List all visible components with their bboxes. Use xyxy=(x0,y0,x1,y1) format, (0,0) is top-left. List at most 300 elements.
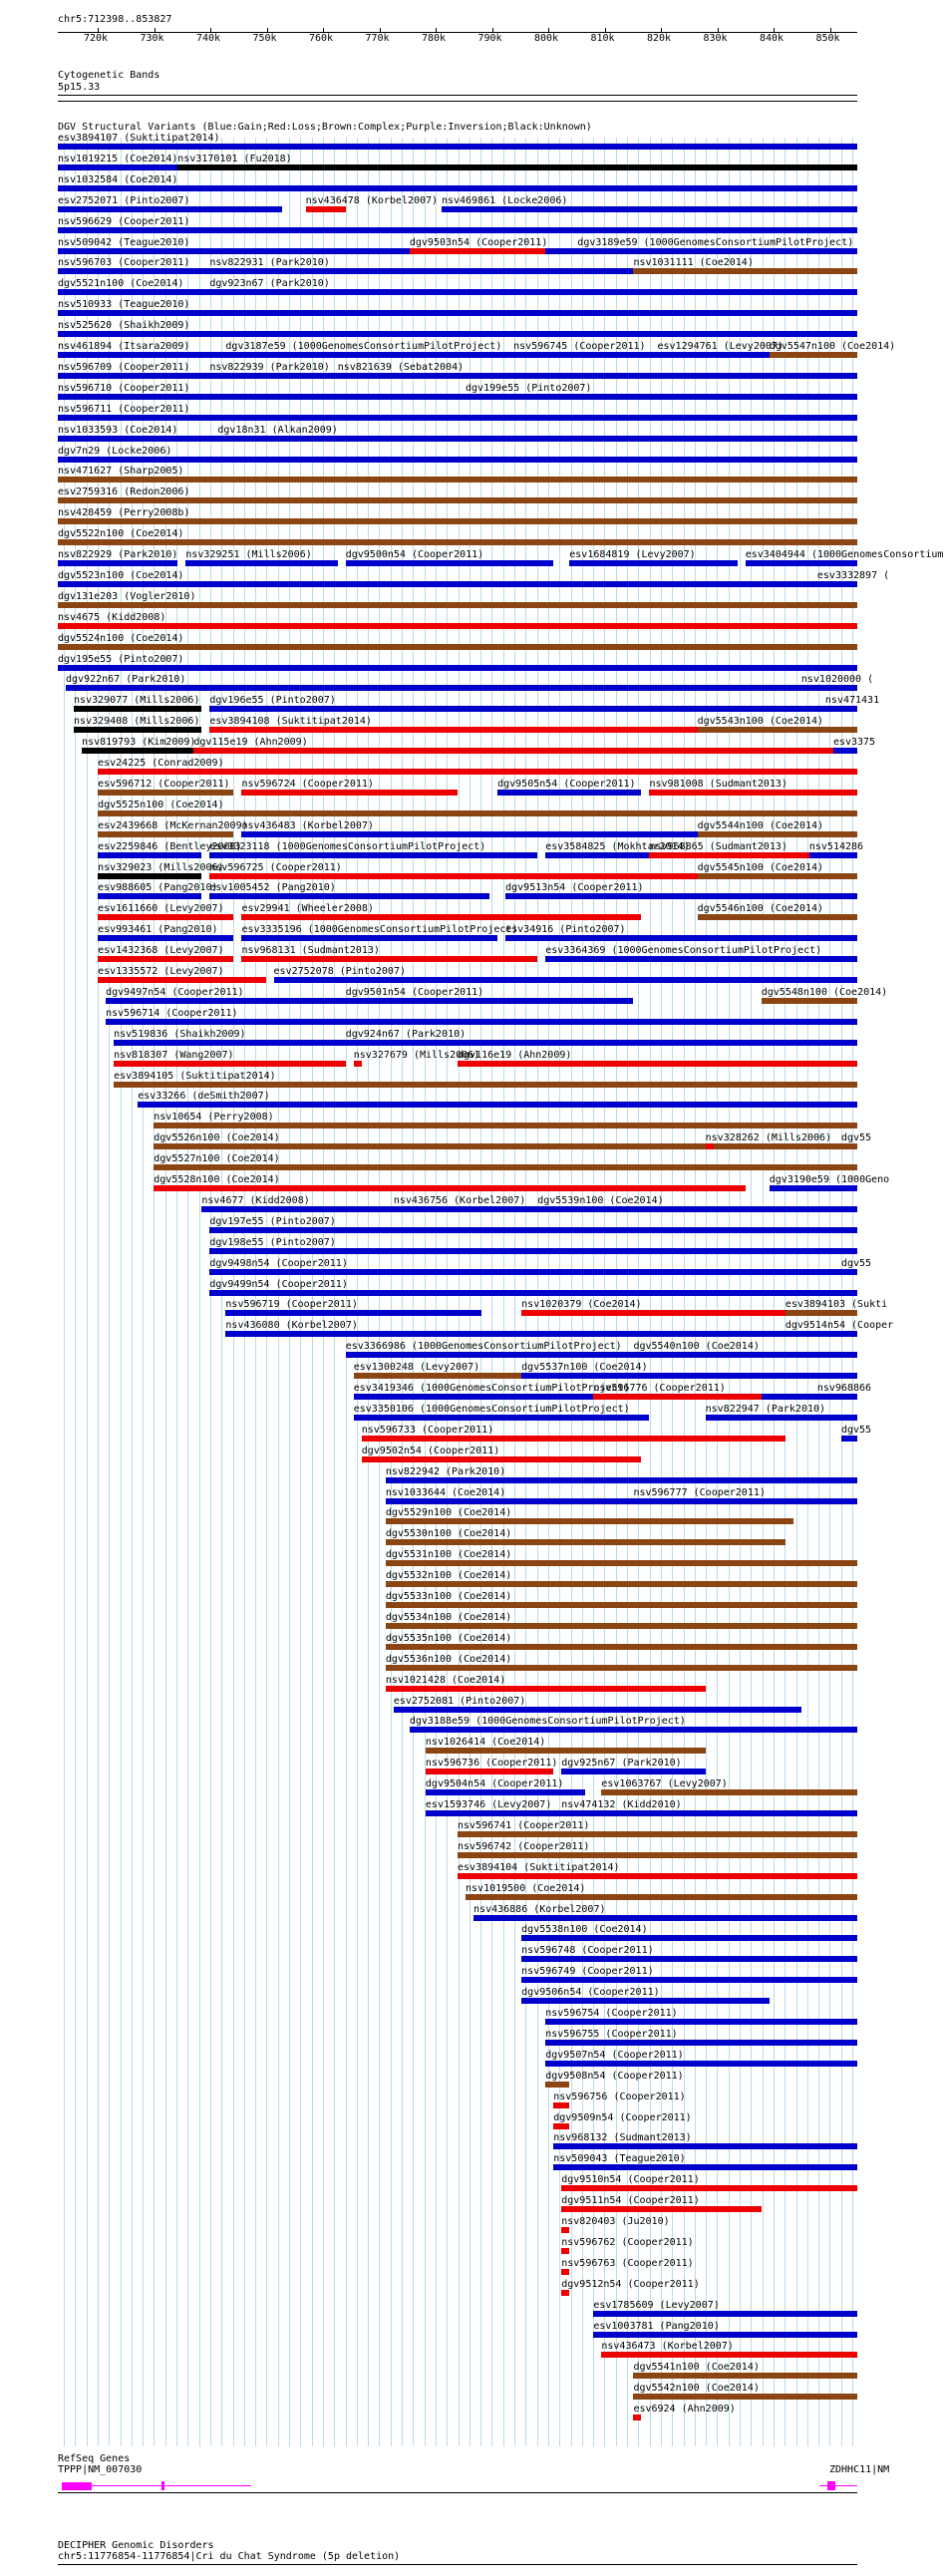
variant-bar-complex[interactable] xyxy=(58,497,857,503)
variant-label[interactable]: esv1593746 (Levy2007) xyxy=(425,1799,552,1810)
variant-label[interactable]: nsv510933 (Teague2010) xyxy=(58,299,190,311)
variant-bar-loss[interactable] xyxy=(561,2290,569,2296)
variant-label[interactable]: esv3894107 (Suktitipat2014) xyxy=(58,133,220,144)
variant-label[interactable]: dgv9509n54 (Cooper2011) xyxy=(553,2111,692,2123)
variant-bar-complex[interactable] xyxy=(386,1623,857,1629)
variant-label[interactable]: dgv9514n54 (Cooper xyxy=(785,1320,894,1332)
variant-label[interactable]: esv3419346 (1000GenomesConsortiumPilotProject) xyxy=(353,1383,630,1394)
variant-bar-complex[interactable] xyxy=(426,1748,706,1754)
variant-bar-loss[interactable] xyxy=(386,1686,706,1692)
variant-bar-gain[interactable] xyxy=(746,560,857,566)
variant-label[interactable]: esv3894103 (Sukti xyxy=(785,1299,888,1311)
variant-label[interactable]: dgv925n67 (Park2010) xyxy=(561,1758,682,1770)
variant-label[interactable]: dgv5526n100 (Coe2014) xyxy=(154,1132,280,1144)
variant-label[interactable]: esv1684819 (Levy2007) xyxy=(569,549,696,560)
variant-label[interactable]: esv3375 xyxy=(832,737,876,749)
gene-exon[interactable] xyxy=(62,2482,92,2490)
variant-label[interactable]: dgv5545n100 (Coe2014) xyxy=(697,861,824,873)
variant-label[interactable]: esv2752078 (Pinto2007) xyxy=(273,966,406,977)
variant-label[interactable]: esv993461 (Pang2010) xyxy=(98,924,218,936)
variant-label[interactable]: nsv596749 (Cooper2011) xyxy=(521,1966,654,1978)
variant-bar-complex[interactable] xyxy=(386,1539,786,1545)
variant-bar-complex[interactable] xyxy=(58,644,857,650)
variant-label[interactable]: nsv596755 (Cooper2011) xyxy=(545,2028,678,2040)
variant-label[interactable]: nsv596703 (Cooper2011) xyxy=(58,257,190,269)
variant-label[interactable]: esv3366986 (1000GenomesConsortiumPilotProject) xyxy=(345,1341,622,1353)
variant-label[interactable]: nsv1021428 (Coe2014) xyxy=(385,1674,506,1686)
variant-label[interactable]: dgv197e55 (Pinto2007) xyxy=(209,1215,336,1227)
variant-label[interactable]: esv3894108 (Suktitipat2014) xyxy=(209,716,372,728)
variant-bar-gain[interactable] xyxy=(521,1935,857,1941)
variant-label[interactable]: esv3364369 (1000GenomesConsortiumPilotProject) xyxy=(545,945,822,957)
variant-label[interactable]: dgv116e19 (Ahn2009) xyxy=(458,1049,572,1061)
variant-bar-loss[interactable] xyxy=(362,1436,786,1442)
variant-bar-gain[interactable] xyxy=(545,852,649,858)
variant-label[interactable]: dgv9508n54 (Cooper2011) xyxy=(545,2070,684,2082)
variant-label[interactable]: nsv436080 (Korbel2007) xyxy=(225,1320,358,1332)
variant-bar-loss[interactable] xyxy=(98,977,265,983)
variant-bar-gain[interactable] xyxy=(386,1498,857,1504)
variant-bar-gain[interactable] xyxy=(185,560,337,566)
variant-bar-loss[interactable] xyxy=(58,623,857,629)
variant-label[interactable]: dgv922n67 (Park2010) xyxy=(66,674,186,686)
variant-label[interactable]: nsv596745 (Cooper2011) xyxy=(513,341,646,352)
variant-label[interactable]: esv1294761 (Levy2007) xyxy=(657,341,784,352)
variant-bar-unknown[interactable] xyxy=(74,706,201,712)
variant-label[interactable]: dgv5540n100 (Coe2014) xyxy=(633,1341,760,1353)
variant-label[interactable]: dgv9513n54 (Cooper2011) xyxy=(505,882,644,894)
variant-bar-complex[interactable] xyxy=(601,1789,857,1795)
variant-label[interactable]: dgv55 xyxy=(840,1257,872,1269)
variant-bar-complex[interactable] xyxy=(58,602,857,608)
variant-bar-loss[interactable] xyxy=(553,2102,569,2108)
variant-bar-gain[interactable] xyxy=(561,1810,857,1816)
variant-bar-gain[interactable] xyxy=(593,2311,857,2317)
variant-label[interactable]: dgv5524n100 (Coe2014) xyxy=(58,632,184,644)
variant-label[interactable]: nsv525620 (Shaikh2009) xyxy=(58,320,190,332)
variant-label[interactable]: dgv5528n100 (Coe2014) xyxy=(154,1174,280,1185)
variant-label[interactable]: nsv819793 (Kim2009) xyxy=(82,737,196,749)
variant-bar-loss[interactable] xyxy=(561,2206,762,2212)
variant-label[interactable]: dgv3189e59 (1000GenomesConsortiumPilotProject) xyxy=(577,236,854,248)
variant-label[interactable]: dgv5537n100 (Coe2014) xyxy=(521,1362,648,1374)
variant-label[interactable]: dgv5546n100 (Coe2014) xyxy=(697,903,824,915)
variant-label[interactable]: dgv9499n54 (Cooper2011) xyxy=(209,1278,348,1290)
gene-label-zdhhc11[interactable]: ZDHHC11|NM xyxy=(829,2464,890,2475)
variant-label[interactable]: nsv1033593 (Coe2014) xyxy=(58,424,178,436)
variant-bar-gain[interactable] xyxy=(770,1185,857,1191)
variant-label[interactable]: dgv5527n100 (Coe2014) xyxy=(154,1153,280,1165)
variant-label[interactable]: dgv131e203 (Vogler2010) xyxy=(58,590,196,602)
variant-bar-gain[interactable] xyxy=(58,560,177,566)
variant-bar-gain[interactable] xyxy=(801,685,857,691)
variant-label[interactable]: nsv1026414 (Coe2014) xyxy=(425,1737,546,1749)
variant-bar-gain[interactable] xyxy=(106,998,346,1004)
variant-bar-gain[interactable] xyxy=(817,1394,857,1400)
variant-label[interactable]: dgv9511n54 (Cooper2011) xyxy=(561,2195,700,2207)
variant-bar-complex[interactable] xyxy=(698,727,857,733)
variant-bar-unknown[interactable] xyxy=(74,727,201,733)
variant-label[interactable]: dgv199e55 (Pinto2007) xyxy=(466,382,592,394)
variant-label[interactable]: dgv7n29 (Locke2006) xyxy=(58,445,172,457)
variant-bar-gain[interactable] xyxy=(98,935,233,941)
variant-label[interactable]: dgv9504n54 (Cooper2011) xyxy=(425,1778,564,1790)
variant-label[interactable]: nsv822947 (Park2010) xyxy=(705,1403,826,1415)
variant-bar-gain[interactable] xyxy=(553,2143,857,2149)
variant-bar-loss[interactable] xyxy=(561,2185,857,2191)
variant-label[interactable]: esv1432368 (Levy2007) xyxy=(98,945,224,957)
variant-label[interactable]: esv1063767 (Levy2007) xyxy=(601,1778,728,1790)
variant-label[interactable]: esv1003781 (Pang2010) xyxy=(593,2320,720,2332)
variant-label[interactable]: nsv822942 (Park2010) xyxy=(385,1465,506,1477)
variant-label[interactable]: esv2759316 (Redon2006) xyxy=(58,486,190,498)
variant-label[interactable]: dgv5541n100 (Coe2014) xyxy=(633,2362,760,2374)
variant-label[interactable]: nsv596776 (Cooper2011) xyxy=(593,1383,726,1394)
variant-label[interactable]: esv24225 (Conrad2009) xyxy=(98,758,224,769)
variant-label[interactable]: dgv5522n100 (Coe2014) xyxy=(58,528,184,540)
variant-label[interactable]: nsv596742 (Cooper2011) xyxy=(458,1840,590,1852)
variant-label[interactable]: nsv596748 (Cooper2011) xyxy=(521,1945,654,1957)
variant-label[interactable]: esv34916 (Pinto2007) xyxy=(505,924,626,936)
variant-bar-gain[interactable] xyxy=(209,1248,857,1254)
variant-bar-loss[interactable] xyxy=(649,790,857,796)
variant-bar-complex[interactable] xyxy=(466,1894,857,1900)
variant-label[interactable]: esv33266 (deSmith2007) xyxy=(138,1091,270,1103)
variant-bar-complex[interactable] xyxy=(386,1665,857,1671)
variant-bar-gain[interactable] xyxy=(346,1040,857,1046)
variant-bar-gain[interactable] xyxy=(553,2164,857,2170)
variant-label[interactable]: dgv5532n100 (Coe2014) xyxy=(385,1570,512,1582)
variant-label[interactable]: dgv5530n100 (Coe2014) xyxy=(385,1528,512,1540)
variant-bar-complex[interactable] xyxy=(98,831,233,837)
gene-intron-line[interactable] xyxy=(92,2485,251,2486)
variant-bar-gain[interactable] xyxy=(209,893,489,899)
variant-bar-gain[interactable] xyxy=(545,2040,857,2046)
variant-bar-gain[interactable] xyxy=(561,1769,705,1774)
variant-label[interactable]: esv3894105 (Suktitipat2014) xyxy=(114,1070,276,1082)
variant-bar-loss[interactable] xyxy=(98,769,857,775)
variant-label[interactable]: esv6924 (Ahn2009) xyxy=(633,2404,736,2415)
variant-label[interactable]: esv1611660 (Levy2007) xyxy=(98,903,224,915)
variant-bar-gain[interactable] xyxy=(241,935,497,941)
variant-bar-loss[interactable] xyxy=(241,790,458,796)
variant-label[interactable]: nsv1019215 (Coe2014) xyxy=(58,153,178,164)
variant-bar-gain[interactable] xyxy=(426,1810,561,1816)
variant-bar-complex[interactable] xyxy=(458,1852,857,1858)
variant-bar-gain[interactable] xyxy=(58,310,857,316)
variant-bar-gain[interactable] xyxy=(209,852,537,858)
variant-label[interactable]: dgv55 xyxy=(840,1132,872,1144)
variant-bar-gain[interactable] xyxy=(209,1269,857,1275)
variant-bar-loss[interactable] xyxy=(362,1456,642,1462)
variant-label[interactable]: dgv198e55 (Pinto2007) xyxy=(209,1236,336,1248)
variant-label[interactable]: dgv5521n100 (Coe2014) xyxy=(58,278,184,290)
variant-label[interactable]: nsv436886 (Korbel2007) xyxy=(473,1903,606,1915)
variant-bar-loss[interactable] xyxy=(306,206,346,212)
variant-label[interactable]: esv3584825 (Mokhtar2014) xyxy=(545,840,690,852)
variant-label[interactable]: nsv436478 (Korbel2007) xyxy=(305,194,439,206)
variant-bar-gain[interactable] xyxy=(841,1436,857,1442)
variant-label[interactable]: nsv327679 (Mills2006) xyxy=(353,1049,480,1061)
variant-bar-gain[interactable] xyxy=(138,1102,857,1108)
variant-label[interactable]: dgv5525n100 (Coe2014) xyxy=(98,799,224,810)
variant-label[interactable]: nsv596756 (Cooper2011) xyxy=(553,2091,686,2102)
variant-bar-loss[interactable] xyxy=(193,748,857,754)
variant-bar-gain[interactable] xyxy=(809,852,857,858)
variant-label[interactable]: nsv596754 (Cooper2011) xyxy=(545,2008,678,2019)
variant-bar-loss[interactable] xyxy=(458,1873,857,1879)
variant-bar-loss[interactable] xyxy=(410,248,545,254)
variant-bar-loss[interactable] xyxy=(561,2227,569,2233)
variant-label[interactable]: nsv509042 (Teague2010) xyxy=(58,236,190,248)
variant-bar-gain[interactable] xyxy=(593,2332,857,2338)
variant-bar-gain[interactable] xyxy=(633,1352,857,1358)
gene-label-tppp[interactable]: TPPP|NM_007030 xyxy=(58,2464,143,2475)
variant-bar-unknown[interactable] xyxy=(98,873,201,879)
variant-label[interactable]: nsv509043 (Teague2010) xyxy=(553,2153,686,2165)
variant-bar-gain[interactable] xyxy=(537,1206,857,1212)
variant-bar-complex[interactable] xyxy=(58,539,857,545)
variant-bar-gain[interactable] xyxy=(545,2061,857,2067)
variant-label[interactable]: nsv820403 (Ju2010) xyxy=(561,2216,670,2227)
variant-bar-unknown[interactable] xyxy=(82,748,193,754)
variant-bar-complex[interactable] xyxy=(545,2082,569,2088)
variant-bar-gain[interactable] xyxy=(386,1477,857,1483)
variant-bar-gain[interactable] xyxy=(545,2019,857,2025)
variant-label[interactable]: nsv436483 (Korbel2007) xyxy=(241,819,374,831)
variant-label[interactable]: nsv968131 (Sudmant2013) xyxy=(241,945,380,957)
variant-label[interactable]: nsv968866 xyxy=(816,1383,872,1394)
variant-label[interactable]: nsv596762 (Cooper2011) xyxy=(561,2236,694,2248)
variant-bar-gain[interactable] xyxy=(410,1727,857,1733)
variant-label[interactable]: dgv5538n100 (Coe2014) xyxy=(521,1924,648,1936)
variant-bar-gain[interactable] xyxy=(338,373,857,379)
variant-bar-gain[interactable] xyxy=(505,935,857,941)
variant-bar-complex[interactable] xyxy=(786,1310,857,1316)
variant-label[interactable]: dgv9506n54 (Cooper2011) xyxy=(521,1987,660,1999)
variant-label[interactable]: esv29941 (Wheeler2008) xyxy=(241,903,374,915)
variant-bar-loss[interactable] xyxy=(601,2352,857,2358)
variant-bar-complex[interactable] xyxy=(698,914,857,920)
variant-bar-complex[interactable] xyxy=(58,477,857,483)
variant-label[interactable]: esv3332897 ( xyxy=(816,569,890,581)
variant-label[interactable]: nsv596777 (Cooper2011) xyxy=(633,1486,766,1498)
variant-bar-complex[interactable] xyxy=(154,1143,857,1149)
variant-bar-gain[interactable] xyxy=(786,1331,857,1337)
variant-label[interactable]: esv3335196 (1000GenomesConsortiumPilotProject) xyxy=(241,924,518,936)
variant-bar-gain[interactable] xyxy=(98,893,201,899)
variant-bar-loss[interactable] xyxy=(241,914,641,920)
variant-label[interactable]: nsv519836 (Shaikh2009) xyxy=(114,1028,246,1040)
variant-bar-loss[interactable] xyxy=(98,914,233,920)
variant-bar-complex[interactable] xyxy=(458,1831,857,1837)
variant-bar-complex[interactable] xyxy=(698,831,857,837)
variant-bar-loss[interactable] xyxy=(98,956,233,962)
variant-label[interactable]: esv1785609 (Levy2007) xyxy=(593,2299,720,2311)
variant-label[interactable]: nsv968865 (Sudmant2013) xyxy=(649,840,787,852)
variant-label[interactable]: dgv9500n54 (Cooper2011) xyxy=(345,549,484,560)
variant-label[interactable]: nsv329077 (Mills2006) xyxy=(74,695,200,707)
variant-label[interactable]: nsv3170101 (Fu2018) xyxy=(177,153,292,164)
variant-label[interactable]: dgv5531n100 (Coe2014) xyxy=(385,1549,512,1561)
variant-label[interactable]: dgv9507n54 (Cooper2011) xyxy=(545,2049,684,2061)
variant-label[interactable]: dgv9498n54 (Cooper2011) xyxy=(209,1257,348,1269)
variant-label[interactable]: dgv5539n100 (Coe2014) xyxy=(537,1194,664,1206)
variant-label[interactable]: dgv3188e59 (1000GenomesConsortiumPilotProject) xyxy=(409,1716,686,1728)
variant-bar-complex[interactable] xyxy=(633,268,857,274)
variant-bar-gain[interactable] xyxy=(394,1707,801,1713)
variant-label[interactable]: nsv1020379 (Coe2014) xyxy=(521,1299,642,1311)
variant-label[interactable]: nsv596741 (Cooper2011) xyxy=(458,1819,590,1831)
variant-label[interactable]: nsv1033644 (Coe2014) xyxy=(385,1486,506,1498)
variant-label[interactable]: dgv924n67 (Park2010) xyxy=(345,1028,467,1040)
variant-label[interactable]: dgv5548n100 (Coe2014) xyxy=(761,986,888,998)
variant-label[interactable]: esv3350106 (1000GenomesConsortiumPilotProject) xyxy=(353,1403,630,1415)
variant-bar-gain[interactable] xyxy=(209,1227,857,1233)
variant-bar-gain[interactable] xyxy=(825,706,857,712)
variant-bar-gain[interactable] xyxy=(58,185,857,191)
variant-label[interactable]: nsv596763 (Cooper2011) xyxy=(561,2257,694,2269)
variant-bar-gain[interactable] xyxy=(442,206,857,212)
variant-bar-loss[interactable] xyxy=(426,1769,553,1774)
variant-bar-gain[interactable] xyxy=(58,665,857,671)
variant-label[interactable]: dgv5544n100 (Coe2014) xyxy=(697,819,824,831)
variant-label[interactable]: nsv328262 (Mills2006) xyxy=(705,1132,832,1144)
variant-bar-gain[interactable] xyxy=(346,998,634,1004)
variant-label[interactable]: nsv10654 (Perry2008) xyxy=(154,1112,274,1124)
variant-label[interactable]: nsv822939 (Park2010) xyxy=(209,361,330,373)
variant-label[interactable]: nsv1019500 (Coe2014) xyxy=(466,1882,586,1894)
variant-bar-gain[interactable] xyxy=(473,1915,857,1921)
variant-label[interactable]: nsv436756 (Korbel2007) xyxy=(393,1194,526,1206)
variant-label[interactable]: dgv5535n100 (Coe2014) xyxy=(385,1632,512,1644)
variant-bar-gain[interactable] xyxy=(225,1331,857,1337)
variant-bar-gain[interactable] xyxy=(833,748,857,754)
variant-label[interactable]: nsv1020000 ( xyxy=(800,674,874,686)
variant-label[interactable]: esv2259846 (Bentley2008) xyxy=(98,840,242,852)
variant-label[interactable]: esv1300248 (Levy2007) xyxy=(353,1362,480,1374)
variant-label[interactable]: dgv9505n54 (Cooper2011) xyxy=(497,778,636,790)
variant-label[interactable]: esv3404944 (1000GenomesConsortium xyxy=(745,549,943,560)
variant-bar-loss[interactable] xyxy=(553,2123,569,2129)
variant-bar-complex[interactable] xyxy=(698,873,857,879)
variant-bar-gain[interactable] xyxy=(521,1373,857,1379)
variant-label[interactable]: nsv596736 (Cooper2011) xyxy=(425,1758,558,1770)
variant-label[interactable]: dgv5536n100 (Coe2014) xyxy=(385,1653,512,1665)
variant-bar-loss[interactable] xyxy=(649,852,808,858)
variant-label[interactable]: nsv514286 xyxy=(808,840,864,852)
variant-label[interactable]: nsv596711 (Cooper2011) xyxy=(58,403,190,415)
variant-label[interactable]: nsv822931 (Park2010) xyxy=(209,257,330,269)
variant-label[interactable]: esv596712 (Cooper2011) xyxy=(98,778,230,790)
variant-bar-gain[interactable] xyxy=(58,581,857,587)
variant-bar-gain[interactable] xyxy=(521,1956,857,1962)
variant-bar-complex[interactable] xyxy=(770,352,857,358)
variant-bar-gain[interactable] xyxy=(241,831,697,837)
variant-label[interactable]: nsv329408 (Mills2006) xyxy=(74,716,200,728)
variant-bar-gain[interactable] xyxy=(58,415,857,421)
variant-bar-gain[interactable] xyxy=(521,1977,857,1983)
variant-bar-loss[interactable] xyxy=(458,1061,857,1067)
decipher-entry[interactable]: chr5:11776854-11776854|Cri du Chat Syndrome (5p deletion) xyxy=(58,2551,401,2562)
variant-bar-gain[interactable] xyxy=(577,248,857,254)
variant-label[interactable]: dgv9510n54 (Cooper2011) xyxy=(561,2174,700,2186)
variant-bar-gain[interactable] xyxy=(354,1415,650,1421)
variant-bar-loss[interactable] xyxy=(706,1143,714,1149)
variant-label[interactable]: dgv5533n100 (Coe2014) xyxy=(385,1591,512,1602)
variant-bar-gain[interactable] xyxy=(66,685,857,691)
variant-label[interactable]: nsv4677 (Kidd2008) xyxy=(201,1194,310,1206)
gene-exon[interactable] xyxy=(827,2481,835,2490)
variant-bar-complex[interactable] xyxy=(98,810,857,816)
variant-label[interactable]: nsv4675 (Kidd2008) xyxy=(58,611,166,623)
variant-bar-loss[interactable] xyxy=(209,727,697,733)
gene-intron-line[interactable] xyxy=(819,2485,857,2486)
variant-label[interactable]: dgv115e19 (Ahn2009) xyxy=(193,737,308,749)
variant-label[interactable]: nsv471431 xyxy=(824,695,880,707)
variant-label[interactable]: dgv9497n54 (Cooper2011) xyxy=(106,986,244,998)
variant-bar-gain[interactable] xyxy=(545,956,857,962)
variant-bar-gain[interactable] xyxy=(466,394,857,400)
variant-label[interactable]: dgv5534n100 (Coe2014) xyxy=(385,1611,512,1623)
variant-bar-loss[interactable] xyxy=(633,2415,641,2420)
variant-bar-complex[interactable] xyxy=(633,2373,857,2379)
variant-bar-gain[interactable] xyxy=(58,144,857,150)
variant-bar-complex[interactable] xyxy=(114,1082,857,1088)
variant-label[interactable]: nsv1032584 (Coe2014) xyxy=(58,173,178,185)
variant-label[interactable]: dgv9502n54 (Cooper2011) xyxy=(361,1445,500,1456)
variant-label[interactable]: nsv474132 (Kidd2010) xyxy=(561,1799,682,1810)
variant-bar-gain[interactable] xyxy=(209,706,857,712)
variant-bar-loss[interactable] xyxy=(154,1185,745,1191)
variant-label[interactable]: nsv1031111 (Coe2014) xyxy=(633,257,754,269)
variant-bar-loss[interactable] xyxy=(561,2269,569,2275)
variant-label[interactable]: nsv596719 (Cooper2011) xyxy=(225,1299,358,1311)
variant-bar-complex[interactable] xyxy=(154,1123,857,1128)
variant-bar-complex[interactable] xyxy=(386,1518,793,1524)
variant-bar-gain[interactable] xyxy=(201,1206,393,1212)
variant-bar-complex[interactable] xyxy=(841,1143,857,1149)
variant-label[interactable]: nsv981008 (Sudmant2013) xyxy=(649,778,787,790)
variant-bar-gain[interactable] xyxy=(225,1310,481,1316)
variant-label[interactable]: dgv5543n100 (Coe2014) xyxy=(697,716,824,728)
variant-bar-gain[interactable] xyxy=(114,1040,346,1046)
variant-label[interactable]: nsv596714 (Cooper2011) xyxy=(106,1007,238,1019)
variant-bar-gain[interactable] xyxy=(58,227,857,233)
variant-label[interactable]: nsv596724 (Cooper2011) xyxy=(241,778,374,790)
variant-bar-complex[interactable] xyxy=(386,1581,857,1587)
gene-exon[interactable] xyxy=(161,2481,164,2490)
variant-bar-gain[interactable] xyxy=(841,1269,857,1275)
variant-bar-gain[interactable] xyxy=(521,1998,770,2004)
variant-label[interactable]: nsv596710 (Cooper2011) xyxy=(58,382,190,394)
variant-bar-gain[interactable] xyxy=(98,852,201,858)
variant-bar-gain[interactable] xyxy=(209,289,601,295)
variant-label[interactable]: nsv596733 (Cooper2011) xyxy=(361,1424,494,1436)
variant-label[interactable]: nsv596709 (Cooper2011) xyxy=(58,361,190,373)
variant-bar-gain[interactable] xyxy=(569,560,737,566)
variant-label[interactable]: esv988605 (Pang2010) xyxy=(98,882,218,894)
variant-bar-gain[interactable] xyxy=(394,1206,537,1212)
variant-label[interactable]: dgv9501n54 (Cooper2011) xyxy=(345,986,484,998)
variant-bar-gain[interactable] xyxy=(225,352,497,358)
variant-label[interactable]: esv3323118 (1000GenomesConsortiumPilotProject) xyxy=(209,840,486,852)
variant-label[interactable]: dgv5529n100 (Coe2014) xyxy=(385,1507,512,1519)
variant-label[interactable]: dgv9512n54 (Cooper2011) xyxy=(561,2278,700,2290)
variant-label[interactable]: dgv3187e59 (1000GenomesConsortiumPilotProject) xyxy=(225,341,502,352)
variant-label[interactable]: esv2752071 (Pinto2007) xyxy=(58,194,190,206)
variant-label[interactable]: nsv428459 (Perry2008b) xyxy=(58,507,190,519)
